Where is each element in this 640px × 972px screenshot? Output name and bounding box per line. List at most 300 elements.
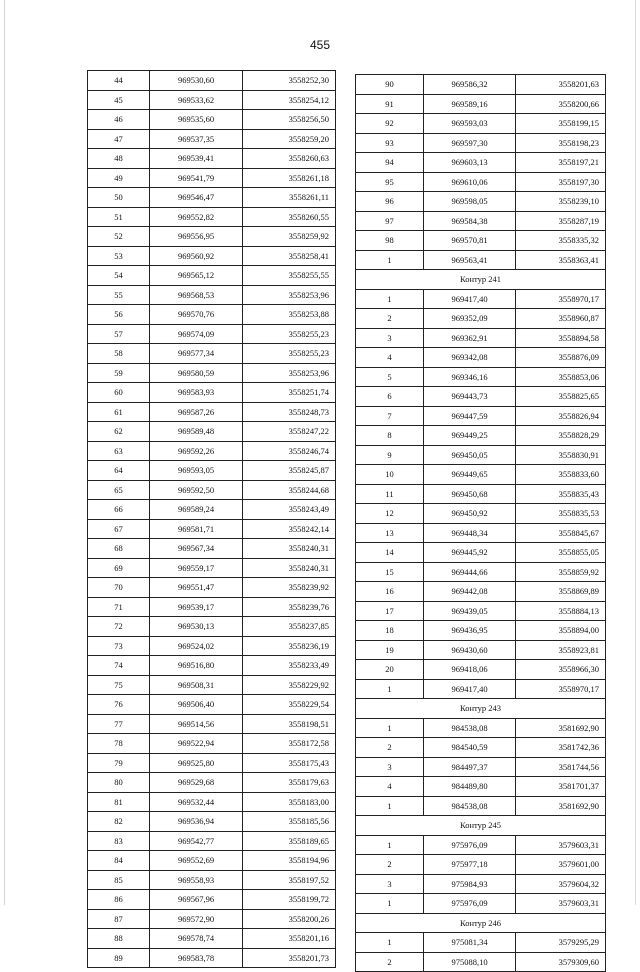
y-coordinate: 3558853,06 <box>516 367 606 387</box>
coordinates-table-right <box>355 74 606 972</box>
point-number: 11 <box>356 484 424 504</box>
point-number: 2 <box>356 309 424 329</box>
x-coordinate: 969560,92 <box>150 246 243 266</box>
table-row <box>356 757 606 777</box>
x-coordinate: 969417,40 <box>424 679 516 699</box>
point-number: 9 <box>356 445 424 465</box>
point-number: 54 <box>88 266 150 286</box>
point-number: 57 <box>88 324 150 344</box>
y-coordinate: 3558835,43 <box>516 484 606 504</box>
y-coordinate: 3558363,41 <box>516 250 606 270</box>
table-row <box>356 621 606 641</box>
x-coordinate: 969532,44 <box>150 792 243 812</box>
x-coordinate: 984538,08 <box>424 718 516 738</box>
x-coordinate: 969450,05 <box>424 445 516 465</box>
table-row <box>356 933 606 953</box>
table-row <box>356 640 606 660</box>
table-row <box>88 402 336 422</box>
x-coordinate: 969598,05 <box>424 192 516 212</box>
x-coordinate: 969443,73 <box>424 387 516 407</box>
y-coordinate: 3558245,87 <box>243 461 336 481</box>
x-coordinate: 969572,90 <box>150 909 243 929</box>
table-row <box>356 855 606 875</box>
point-number: 63 <box>88 441 150 461</box>
point-number: 89 <box>88 948 150 968</box>
y-coordinate: 3558845,67 <box>516 523 606 543</box>
point-number: 47 <box>88 129 150 149</box>
x-coordinate: 969597,30 <box>424 133 516 153</box>
y-coordinate: 3558254,12 <box>243 90 336 110</box>
point-number: 48 <box>88 149 150 169</box>
point-number: 64 <box>88 461 150 481</box>
y-coordinate: 3581744,56 <box>516 757 606 777</box>
y-coordinate: 3558826,94 <box>516 406 606 426</box>
y-coordinate: 3558251,74 <box>243 383 336 403</box>
x-coordinate: 969436,95 <box>424 621 516 641</box>
x-coordinate: 969508,31 <box>150 675 243 695</box>
point-number: 13 <box>356 523 424 543</box>
point-number: 1 <box>356 718 424 738</box>
y-coordinate: 3558894,58 <box>516 328 606 348</box>
point-number: 70 <box>88 578 150 598</box>
x-coordinate: 969447,59 <box>424 406 516 426</box>
x-coordinate: 969593,03 <box>424 114 516 134</box>
y-coordinate: 3558835,53 <box>516 504 606 524</box>
point-number: 61 <box>88 402 150 422</box>
point-number: 79 <box>88 753 150 773</box>
x-coordinate: 969522,94 <box>150 734 243 754</box>
x-coordinate: 969529,68 <box>150 773 243 793</box>
point-number: 62 <box>88 422 150 442</box>
table-row <box>88 909 336 929</box>
x-coordinate: 975081,34 <box>424 933 516 953</box>
y-coordinate: 3558240,31 <box>243 558 336 578</box>
table-row <box>88 71 336 91</box>
table-row <box>88 929 336 949</box>
x-coordinate: 984497,37 <box>424 757 516 777</box>
table-row <box>356 211 606 231</box>
y-coordinate: 3558189,65 <box>243 831 336 851</box>
x-coordinate: 969589,24 <box>150 500 243 520</box>
point-number: 14 <box>356 543 424 563</box>
point-number: 88 <box>88 929 150 949</box>
y-coordinate: 3558246,74 <box>243 441 336 461</box>
table-row <box>88 383 336 403</box>
table-row <box>356 679 606 699</box>
table-row <box>356 952 606 972</box>
table-row <box>88 812 336 832</box>
point-number: 3 <box>356 328 424 348</box>
table-row <box>356 582 606 602</box>
y-coordinate: 3558179,63 <box>243 773 336 793</box>
y-coordinate: 3558869,89 <box>516 582 606 602</box>
x-coordinate: 969450,68 <box>424 484 516 504</box>
y-coordinate: 3558970,17 <box>516 679 606 699</box>
x-coordinate: 969584,38 <box>424 211 516 231</box>
contour-header-row <box>356 699 606 719</box>
x-coordinate: 969530,13 <box>150 617 243 637</box>
x-coordinate: 969580,59 <box>150 363 243 383</box>
point-number: 95 <box>356 172 424 192</box>
table-row <box>88 597 336 617</box>
point-number: 3 <box>356 874 424 894</box>
table-row <box>88 695 336 715</box>
table-row <box>88 344 336 364</box>
y-coordinate: 3558966,30 <box>516 660 606 680</box>
contour-title: Контур 246 <box>356 913 606 933</box>
point-number: 80 <box>88 773 150 793</box>
y-coordinate: 3558198,51 <box>243 714 336 734</box>
point-number: 96 <box>356 192 424 212</box>
y-coordinate: 3579295,29 <box>516 933 606 953</box>
table-row <box>356 894 606 914</box>
x-coordinate: 969516,80 <box>150 656 243 676</box>
table-row <box>88 714 336 734</box>
table-row <box>88 734 336 754</box>
point-number: 1 <box>356 835 424 855</box>
y-coordinate: 3558859,92 <box>516 562 606 582</box>
table-row <box>356 562 606 582</box>
table-row <box>356 406 606 426</box>
point-number: 58 <box>88 344 150 364</box>
table-row <box>88 539 336 559</box>
x-coordinate: 969563,41 <box>424 250 516 270</box>
y-coordinate: 3579603,31 <box>516 894 606 914</box>
point-number: 93 <box>356 133 424 153</box>
point-number: 71 <box>88 597 150 617</box>
table-row <box>356 543 606 563</box>
table-row <box>88 324 336 344</box>
y-coordinate: 3558833,60 <box>516 465 606 485</box>
x-coordinate: 969610,06 <box>424 172 516 192</box>
table-row <box>356 504 606 524</box>
point-number: 7 <box>356 406 424 426</box>
x-coordinate: 969603,13 <box>424 153 516 173</box>
x-coordinate: 969537,35 <box>150 129 243 149</box>
x-coordinate: 969524,02 <box>150 636 243 656</box>
y-coordinate: 3558253,96 <box>243 285 336 305</box>
x-coordinate: 969362,91 <box>424 328 516 348</box>
point-number: 10 <box>356 465 424 485</box>
x-coordinate: 969587,26 <box>150 402 243 422</box>
table-row <box>356 94 606 114</box>
point-number: 75 <box>88 675 150 695</box>
y-coordinate: 3558884,13 <box>516 601 606 621</box>
point-number: 51 <box>88 207 150 227</box>
point-number: 44 <box>88 71 150 91</box>
x-coordinate: 969583,93 <box>150 383 243 403</box>
y-coordinate: 3558197,21 <box>516 153 606 173</box>
table-row <box>88 422 336 442</box>
point-number: 2 <box>356 738 424 758</box>
point-number: 85 <box>88 870 150 890</box>
y-coordinate: 3558197,30 <box>516 172 606 192</box>
table-row <box>356 426 606 446</box>
table-row <box>356 133 606 153</box>
x-coordinate: 969541,79 <box>150 168 243 188</box>
x-coordinate: 969430,60 <box>424 640 516 660</box>
table-row <box>356 250 606 270</box>
table-row <box>88 266 336 286</box>
x-coordinate: 975976,09 <box>424 894 516 914</box>
x-coordinate: 969449,25 <box>424 426 516 446</box>
contour-title: Контур 243 <box>356 699 606 719</box>
x-coordinate: 969448,34 <box>424 523 516 543</box>
point-number: 59 <box>88 363 150 383</box>
table-row <box>356 231 606 251</box>
table-row <box>88 519 336 539</box>
point-number: 65 <box>88 480 150 500</box>
point-number: 45 <box>88 90 150 110</box>
y-coordinate: 3558229,92 <box>243 675 336 695</box>
table-row <box>88 831 336 851</box>
y-coordinate: 3558240,31 <box>243 539 336 559</box>
x-coordinate: 969589,16 <box>424 94 516 114</box>
y-coordinate: 3558239,92 <box>243 578 336 598</box>
point-number: 60 <box>88 383 150 403</box>
point-number: 16 <box>356 582 424 602</box>
table-row <box>88 305 336 325</box>
table-row <box>356 172 606 192</box>
y-coordinate: 3558253,88 <box>243 305 336 325</box>
table-row <box>356 718 606 738</box>
y-coordinate: 3558825,65 <box>516 387 606 407</box>
x-coordinate: 984540,59 <box>424 738 516 758</box>
x-coordinate: 969450,92 <box>424 504 516 524</box>
y-coordinate: 3558199,72 <box>243 890 336 910</box>
point-number: 73 <box>88 636 150 656</box>
table-row <box>88 246 336 266</box>
y-coordinate: 3558233,49 <box>243 656 336 676</box>
x-coordinate: 969539,17 <box>150 597 243 617</box>
table-row <box>88 851 336 871</box>
point-number: 82 <box>88 812 150 832</box>
table-row <box>88 578 336 598</box>
point-number: 15 <box>356 562 424 582</box>
point-number: 66 <box>88 500 150 520</box>
table-row <box>88 188 336 208</box>
y-coordinate: 3558243,49 <box>243 500 336 520</box>
x-coordinate: 969558,93 <box>150 870 243 890</box>
table-row <box>356 738 606 758</box>
x-coordinate: 975977,18 <box>424 855 516 875</box>
x-coordinate: 969574,09 <box>150 324 243 344</box>
contour-header-row <box>356 270 606 290</box>
point-number: 1 <box>356 250 424 270</box>
x-coordinate: 969444,66 <box>424 562 516 582</box>
table-row <box>88 480 336 500</box>
point-number: 72 <box>88 617 150 637</box>
contour-header-row <box>356 913 606 933</box>
point-number: 78 <box>88 734 150 754</box>
x-coordinate: 969514,56 <box>150 714 243 734</box>
x-coordinate: 969535,60 <box>150 110 243 130</box>
x-coordinate: 969445,92 <box>424 543 516 563</box>
table-row <box>356 465 606 485</box>
point-number: 1 <box>356 679 424 699</box>
y-coordinate: 3558259,92 <box>243 227 336 247</box>
table-row <box>88 129 336 149</box>
contour-title: Контур 245 <box>356 816 606 836</box>
point-number: 18 <box>356 621 424 641</box>
point-number: 69 <box>88 558 150 578</box>
point-number: 1 <box>356 289 424 309</box>
point-number: 2 <box>356 855 424 875</box>
point-number: 97 <box>356 211 424 231</box>
table-row <box>88 500 336 520</box>
x-coordinate: 969539,41 <box>150 149 243 169</box>
x-coordinate: 969442,08 <box>424 582 516 602</box>
x-coordinate: 984489,80 <box>424 777 516 797</box>
point-number: 91 <box>356 94 424 114</box>
x-coordinate: 969567,96 <box>150 890 243 910</box>
x-coordinate: 969568,53 <box>150 285 243 305</box>
y-coordinate: 3581692,90 <box>516 718 606 738</box>
scan-edge-right <box>635 0 636 905</box>
point-number: 74 <box>88 656 150 676</box>
y-coordinate: 3558200,66 <box>516 94 606 114</box>
table-row <box>356 153 606 173</box>
y-coordinate: 3558239,10 <box>516 192 606 212</box>
table-row <box>88 773 336 793</box>
table-row <box>88 207 336 227</box>
point-number: 19 <box>356 640 424 660</box>
x-coordinate: 969546,47 <box>150 188 243 208</box>
table-row <box>88 617 336 637</box>
y-coordinate: 3558256,50 <box>243 110 336 130</box>
table-row <box>88 558 336 578</box>
y-coordinate: 3558828,29 <box>516 426 606 446</box>
y-coordinate: 3558260,63 <box>243 149 336 169</box>
coordinates-table-left <box>87 70 336 968</box>
x-coordinate: 969593,05 <box>150 461 243 481</box>
point-number: 87 <box>88 909 150 929</box>
y-coordinate: 3558175,43 <box>243 753 336 773</box>
table-row <box>88 227 336 247</box>
table-row <box>356 75 606 95</box>
point-number: 8 <box>356 426 424 446</box>
contour-title: Контур 241 <box>356 270 606 290</box>
table-row <box>88 441 336 461</box>
y-coordinate: 3579603,31 <box>516 835 606 855</box>
y-coordinate: 3558248,73 <box>243 402 336 422</box>
point-number: 76 <box>88 695 150 715</box>
y-coordinate: 3579601,00 <box>516 855 606 875</box>
x-coordinate: 969552,69 <box>150 851 243 871</box>
table-row <box>88 90 336 110</box>
point-number: 55 <box>88 285 150 305</box>
x-coordinate: 969536,94 <box>150 812 243 832</box>
table-row <box>356 523 606 543</box>
table-row <box>356 601 606 621</box>
y-coordinate: 3558236,19 <box>243 636 336 656</box>
y-coordinate: 3558259,20 <box>243 129 336 149</box>
y-coordinate: 3558253,96 <box>243 363 336 383</box>
y-coordinate: 3558197,52 <box>243 870 336 890</box>
x-coordinate: 969581,71 <box>150 519 243 539</box>
point-number: 98 <box>356 231 424 251</box>
table-row <box>356 387 606 407</box>
x-coordinate: 969592,50 <box>150 480 243 500</box>
y-coordinate: 3558855,05 <box>516 543 606 563</box>
y-coordinate: 3558894,00 <box>516 621 606 641</box>
y-coordinate: 3558201,73 <box>243 948 336 968</box>
point-number: 67 <box>88 519 150 539</box>
x-coordinate: 969342,08 <box>424 348 516 368</box>
table-row <box>356 348 606 368</box>
x-coordinate: 969542,77 <box>150 831 243 851</box>
y-coordinate: 3581742,36 <box>516 738 606 758</box>
x-coordinate: 969577,34 <box>150 344 243 364</box>
table-row <box>88 753 336 773</box>
y-coordinate: 3558200,26 <box>243 909 336 929</box>
y-coordinate: 3558199,15 <box>516 114 606 134</box>
x-coordinate: 969552,82 <box>150 207 243 227</box>
x-coordinate: 969352,09 <box>424 309 516 329</box>
x-coordinate: 969506,40 <box>150 695 243 715</box>
x-coordinate: 969578,74 <box>150 929 243 949</box>
point-number: 52 <box>88 227 150 247</box>
x-coordinate: 969551,47 <box>150 578 243 598</box>
table-row <box>88 948 336 968</box>
x-coordinate: 969570,81 <box>424 231 516 251</box>
x-coordinate: 969417,40 <box>424 289 516 309</box>
y-coordinate: 3558970,17 <box>516 289 606 309</box>
x-coordinate: 975976,09 <box>424 835 516 855</box>
table-row <box>356 484 606 504</box>
point-number: 4 <box>356 348 424 368</box>
page-number: 455 <box>309 38 331 52</box>
y-coordinate: 3558255,23 <box>243 324 336 344</box>
point-number: 49 <box>88 168 150 188</box>
table-row <box>88 636 336 656</box>
table-row <box>356 289 606 309</box>
table-row <box>88 870 336 890</box>
x-coordinate: 969570,76 <box>150 305 243 325</box>
point-number: 56 <box>88 305 150 325</box>
table-row <box>356 874 606 894</box>
y-coordinate: 3581692,90 <box>516 796 606 816</box>
y-coordinate: 3558242,14 <box>243 519 336 539</box>
y-coordinate: 3558198,23 <box>516 133 606 153</box>
point-number: 53 <box>88 246 150 266</box>
y-coordinate: 3558287,19 <box>516 211 606 231</box>
x-coordinate: 969583,78 <box>150 948 243 968</box>
point-number: 83 <box>88 831 150 851</box>
y-coordinate: 3558255,23 <box>243 344 336 364</box>
table-row <box>356 660 606 680</box>
point-number: 90 <box>356 75 424 95</box>
y-coordinate: 3558194,96 <box>243 851 336 871</box>
point-number: 5 <box>356 367 424 387</box>
point-number: 3 <box>356 757 424 777</box>
x-coordinate: 969565,12 <box>150 266 243 286</box>
x-coordinate: 975984,93 <box>424 874 516 894</box>
x-coordinate: 969586,32 <box>424 75 516 95</box>
table-row <box>88 168 336 188</box>
table-row <box>356 367 606 387</box>
y-coordinate: 3579604,32 <box>516 874 606 894</box>
x-coordinate: 969559,17 <box>150 558 243 578</box>
y-coordinate: 3558201,16 <box>243 929 336 949</box>
point-number: 77 <box>88 714 150 734</box>
point-number: 4 <box>356 777 424 797</box>
point-number: 84 <box>88 851 150 871</box>
x-coordinate: 969418,06 <box>424 660 516 680</box>
y-coordinate: 3558255,55 <box>243 266 336 286</box>
y-coordinate: 3558252,30 <box>243 71 336 91</box>
x-coordinate: 969533,62 <box>150 90 243 110</box>
